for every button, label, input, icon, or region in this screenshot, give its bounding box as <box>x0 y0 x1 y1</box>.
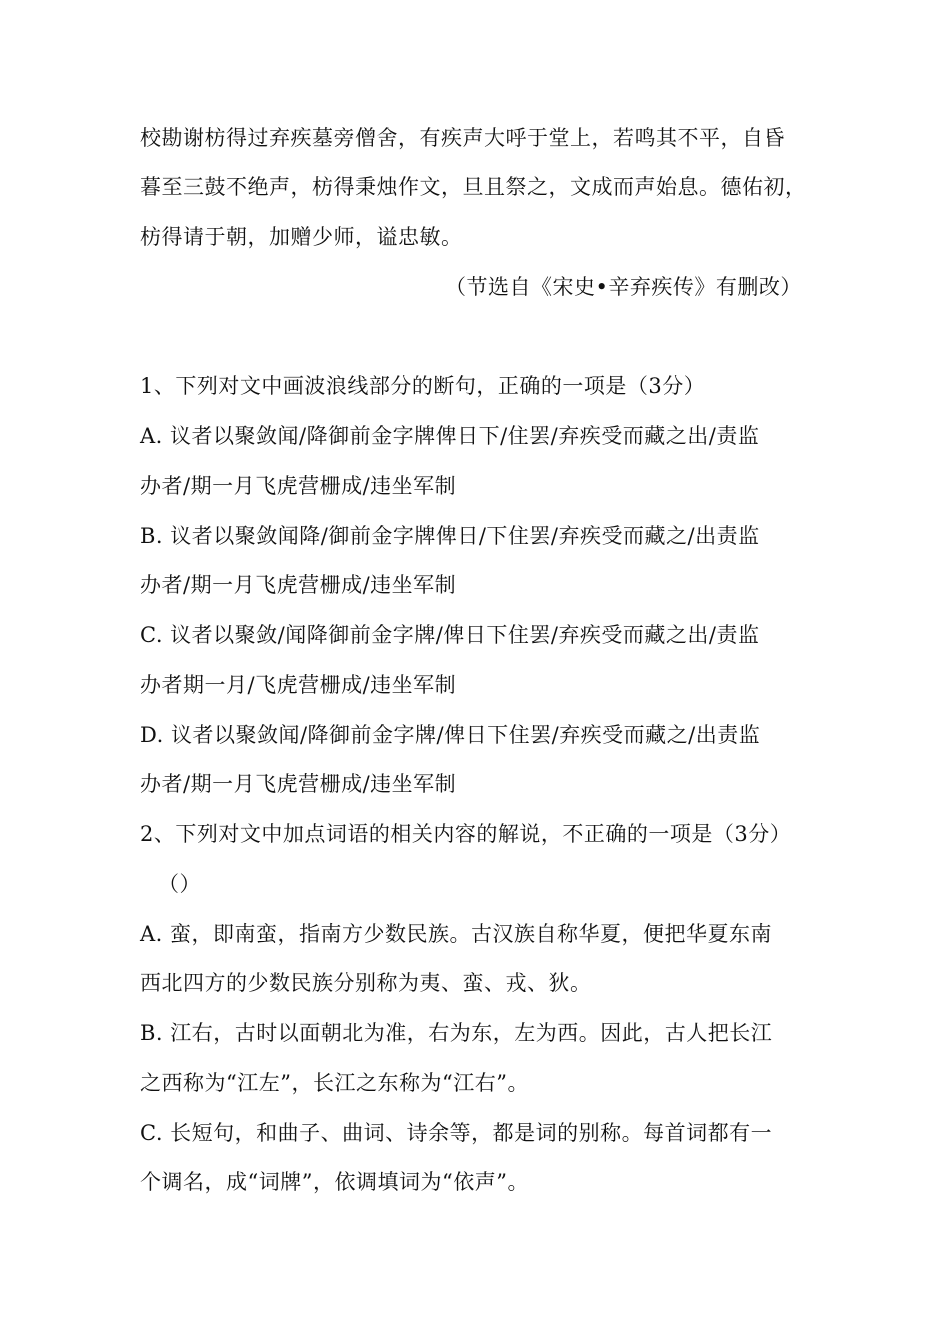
question-2-option-b-line-2: 之西称为“江左”，长江之东称为“江右”。 <box>140 1071 529 1095</box>
passage-line-1: 校勘谢枋得过弃疾墓旁僧舍，有疾声大呼于堂上，若鸣其不平，自昏 <box>140 126 785 150</box>
question-1-stem: 1、下列对文中画波浪线部分的断句，正确的一项是（3分） <box>140 374 706 398</box>
question-1-option-a-line-1: A. 议者以聚敛闻/降御前金字牌俾日下/住罢/弃疾受而藏之出/责监 <box>140 424 760 448</box>
question-1-option-b-line-2: 办者/期一月飞虎营栅成/违坐军制 <box>140 573 457 597</box>
question-2-answer-blank: （） <box>158 872 201 896</box>
question-1-option-c-line-2: 办者期一月/飞虎营栅成/违坐军制 <box>140 673 457 697</box>
question-1-option-d-line-2: 办者/期一月飞虎营栅成/违坐军制 <box>140 772 457 796</box>
question-1-option-c-line-1: C. 议者以聚敛/闻降御前金字牌/俾日下住罢/弃疾受而藏之出/责监 <box>140 623 760 647</box>
question-2-option-a-line-1: A. 蛮，即南蛮，指南方少数民族。古汉族自称华夏，便把华夏东南 <box>140 922 773 946</box>
passage-line-3: 枋得请于朝，加赠少师，谥忠敏。 <box>140 225 463 249</box>
question-1-option-a-line-2: 办者/期一月飞虎营栅成/违坐军制 <box>140 474 457 498</box>
question-1-option-b-line-1: B. 议者以聚敛闻降/御前金字牌俾日/下住罢/弃疾受而藏之/出责监 <box>140 524 760 548</box>
question-1-option-d-line-1: D. 议者以聚敛闻/降御前金字牌/俾日下住罢/弃疾受而藏之/出责监 <box>140 723 761 747</box>
question-2-option-c-line-1: C. 长短句，和曲子、曲词、诗余等，都是词的别称。每首词都有一 <box>140 1121 773 1145</box>
question-2-option-a-line-2: 西北四方的少数民族分别称为夷、蛮、戎、狄。 <box>140 971 592 995</box>
question-2-stem: 2、下列对文中加点词语的相关内容的解说，不正确的一项是（3分） <box>140 822 792 846</box>
passage-source: （节选自《宋史•辛弃疾传》有删改） <box>445 275 802 299</box>
question-2-option-b-line-1: B. 江右，古时以面朝北为准，右为东，左为西。因此，古人把长江 <box>140 1021 773 1045</box>
passage-line-2: 暮至三鼓不绝声，枋得秉烛作文，旦且祭之，文成而声始息。德佑初， <box>140 175 807 199</box>
question-2-option-c-line-2: 个调名，成“词牌”，依调填词为“依声”。 <box>140 1170 529 1194</box>
